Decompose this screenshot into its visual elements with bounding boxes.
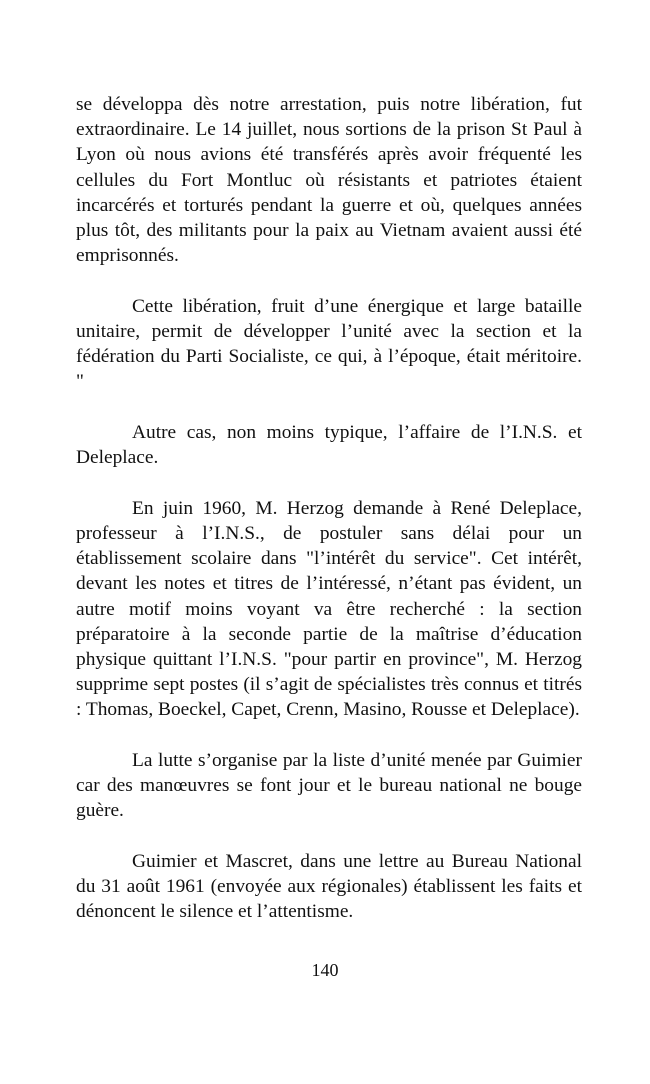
paragraph-june-1960: En juin 1960, M. Herzog demande à René Deleplace, professeur à l’I.N.S., de postuler sans délai pour un établissement scolaire dans "l’intérêt du service". Cet intérêt, devant les notes et titres de l’intéressé, n’étant pas évident, un autre motif moins voyant va être recherché : la section préparatoire à la seconde partie de la maîtrise d’éducation physique quittant l’I.N.S. "pour partir en province", M. Herzog supprime sept postes (il s’agit de spécialistes très connus et titrés : Thomas, Boeckel, Capet, Crenn, Masino, Rousse et Deleplace). — [76, 497, 582, 721]
paragraph-guimier-mascret: Guimier et Mascret, dans une lettre au Bureau National du 31 août 1961 (envoyée aux régionales) établissent les faits et dénoncent le silence et l’attentisme. — [76, 851, 582, 923]
paragraph-arrest-liberation: se développa dès notre arrestation, puis notre libération, fut extraordinaire. Le 14 juillet, nous sortions de la prison St Paul à Lyon où nous avions été transférés après avoir fréquenté les cellules du Fort Montluc où résistants et patriotes étaient incarcérés et torturés pendant la guerre et où, quelques années plus tôt, des militants pour la paix au Vietnam avaient aussi été emprisonnés. — [76, 94, 582, 267]
paragraph-struggle: La lutte s’organise par la liste d’unité menée par Guimier car des manœuvres se font jour et le bureau national ne bouge guère. — [76, 750, 582, 822]
paragraph-ins-deleplace: Autre cas, non moins typique, l’affaire de l’I.N.S. et Deleplace. — [76, 422, 582, 469]
page-body — [76, 92, 582, 950]
page-number: 140 — [311, 960, 339, 980]
paragraph-unitary-battle: Cette libération, fruit d’une énergique et large bataille unitaire, permit de développer l’unité avec la section et la fédération du Parti Socialiste, ce qui, à l’époque, était méritoire. " — [76, 295, 582, 393]
